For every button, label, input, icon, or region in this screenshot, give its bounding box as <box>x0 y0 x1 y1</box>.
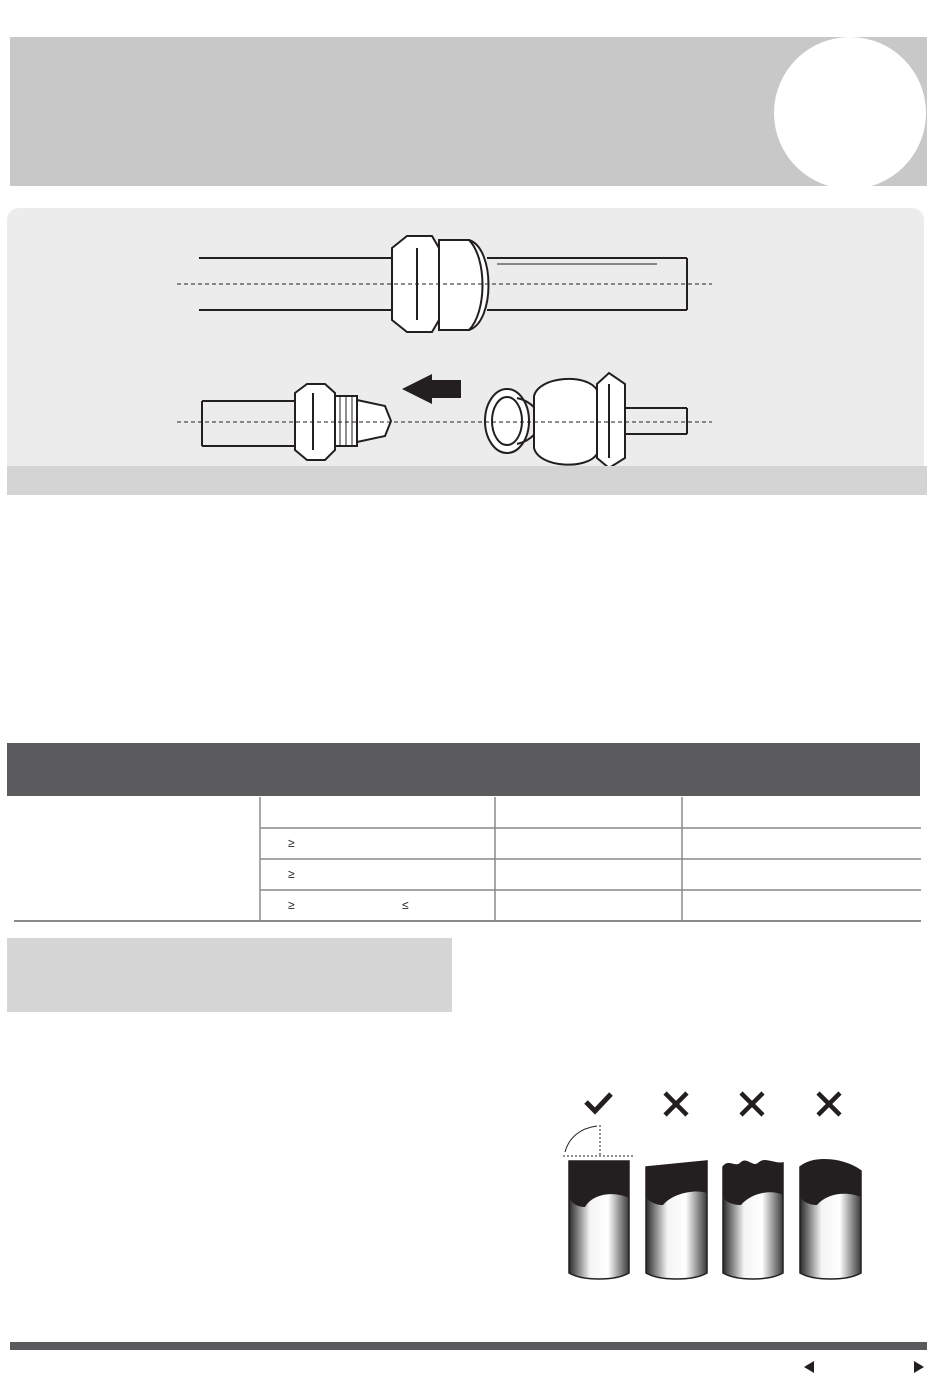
direction-arrow-icon <box>402 374 461 404</box>
table-row <box>260 859 495 889</box>
pipe-jagged-cut <box>723 1161 783 1279</box>
greater-equal-symbol: ≥ <box>288 836 295 850</box>
figure-caption-band <box>7 466 927 495</box>
cross-icon <box>665 1093 687 1115</box>
greater-equal-symbol: ≥ <box>288 898 295 912</box>
flare-connection-illustration <box>7 208 924 467</box>
cross-icon <box>741 1093 763 1115</box>
check-icon <box>586 1094 611 1111</box>
next-page-icon[interactable] <box>912 1360 926 1374</box>
page-header-band <box>10 37 927 186</box>
pipe-cut-illustration <box>555 1085 875 1285</box>
flare-connection-figure <box>7 208 924 467</box>
table-row <box>260 828 495 858</box>
less-equal-symbol: ≤ <box>402 898 409 912</box>
spec-table <box>14 797 921 921</box>
pipe-burred-cut <box>800 1160 861 1279</box>
previous-page-icon[interactable] <box>802 1360 816 1374</box>
footer-rule <box>10 1342 927 1350</box>
flared-pipe-end <box>485 389 540 453</box>
loose-flare-nut <box>534 373 625 467</box>
spec-table-header <box>7 743 920 796</box>
loose-pipe <box>625 408 687 434</box>
cross-icon <box>818 1093 840 1115</box>
section-badge-circle <box>774 37 926 186</box>
table-bottom-rule <box>14 920 921 922</box>
greater-equal-symbol: ≥ <box>288 867 295 881</box>
note-box <box>7 938 452 1012</box>
union-pipe <box>202 401 307 446</box>
angle-arc <box>565 1126 597 1152</box>
pipe-correct-cut <box>569 1161 629 1279</box>
table-row <box>260 890 495 920</box>
pipe-slanted-cut <box>646 1161 707 1279</box>
pipe-cut-examples <box>555 1085 875 1285</box>
